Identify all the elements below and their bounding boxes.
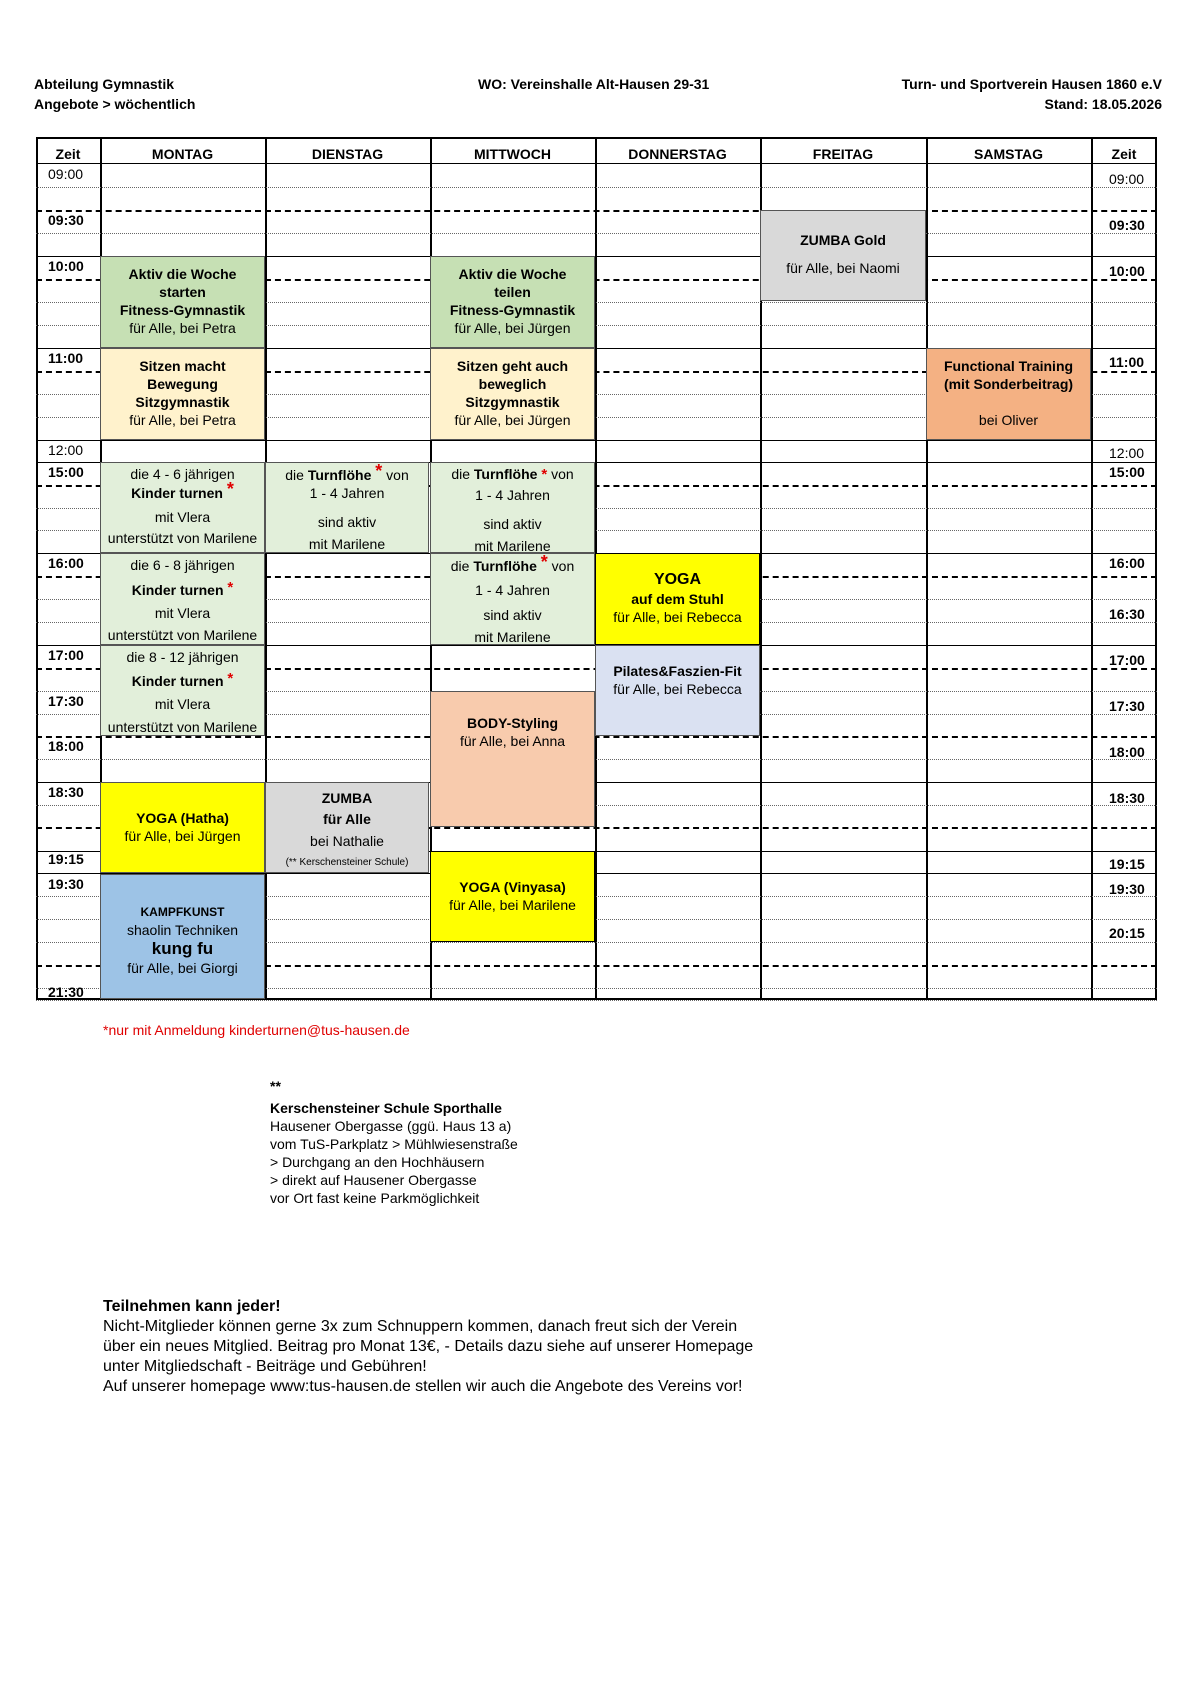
registration-star: * — [227, 670, 234, 687]
course-title: starten — [159, 284, 206, 300]
grid-line-solid — [36, 440, 1157, 441]
course-wednesday-sitzen — [430, 348, 595, 440]
course-subtitle: (mit Sonderbeitrag) — [943, 376, 1074, 392]
course-title-text: Kinder turnen — [131, 673, 224, 689]
course-trainer: mit Vlera — [154, 509, 211, 525]
course-title: Aktiv die Woche — [458, 266, 567, 282]
course-monday-kinder-2 — [100, 553, 265, 645]
course-age: 1 - 4 Jahren — [309, 485, 385, 501]
time-left-1915: 19:15 — [48, 851, 84, 867]
course-desc: sind aktiv — [317, 514, 377, 530]
footer-line: Nicht-Mitglieder können gerne 3x zum Schnuppern kommen, danach freut sich der Verein — [103, 1318, 738, 1335]
course-trainer: für Alle, bei Rebecca — [613, 609, 742, 625]
course-age: 1 - 4 Jahren — [475, 582, 550, 598]
time-left-1830: 18:30 — [48, 784, 84, 800]
school-title: Kerschensteiner Schule Sporthalle — [270, 1100, 502, 1116]
course-type: kung fu — [151, 939, 214, 958]
course-wednesday-turnfloehe-2 — [430, 553, 595, 645]
course-age: die 8 - 12 jährigen — [126, 649, 239, 665]
time-left-1200: 12:00 — [48, 442, 84, 458]
course-title: YOGA (Hatha) — [136, 810, 229, 826]
course-wednesday-aktiv — [430, 256, 595, 348]
registration-star: * — [227, 579, 234, 596]
stand-date: Stand: 18.05.2026 — [1044, 96, 1162, 112]
time-right-1915: 19:15 — [1109, 856, 1145, 872]
time-right-1730: 17:30 — [1109, 698, 1145, 714]
course-title-text: Kinder turnen — [131, 582, 224, 598]
grid-column-divider — [1091, 137, 1093, 1000]
time-left-1600: 16:00 — [48, 555, 84, 571]
course-title — [451, 465, 573, 484]
department-title: Abteilung Gymnastik — [34, 76, 175, 92]
time-left-1500: 15:00 — [48, 464, 84, 480]
course-trainer: für Alle, bei Naomi — [786, 260, 900, 276]
registration-star: * — [540, 553, 548, 572]
course-trainer: mit Marilene — [474, 629, 551, 645]
grid-line-dashed — [36, 210, 1157, 212]
time-right-1700: 17:00 — [1109, 652, 1145, 668]
course-trainer: für Alle, bei Petra — [129, 320, 236, 336]
course-title: Functional Training — [943, 358, 1074, 374]
course-trainer: bei Nathalie — [310, 833, 384, 849]
school-line: Hausener Obergasse (ggü. Haus 13 a) — [270, 1118, 512, 1134]
footer-info — [103, 1297, 753, 1397]
course-subtitle: für Alle — [323, 811, 371, 827]
school-line: vom TuS-Parkplatz > Mühlwiesenstraße — [270, 1136, 518, 1152]
footer-line: Auf unserer homepage www:tus-hausen.de stellen wir auch die Angebote des Vereins vor! — [103, 1378, 743, 1395]
course-title: beweglich — [478, 376, 547, 392]
course-assistant: unterstützt von Marilene — [107, 627, 258, 643]
footer-line: unter Mitgliedschaft - Beiträge und Gebühren! — [103, 1358, 427, 1375]
time-left-1000: 10:00 — [48, 258, 84, 274]
grid-line-dotted — [36, 233, 1157, 234]
course-title-text: Turnflöhe — [307, 467, 372, 483]
course-title-suffix: von — [386, 467, 409, 483]
time-right-1500: 15:00 — [1109, 464, 1145, 480]
time-right-1630: 16:30 — [1109, 606, 1145, 622]
course-trainer: für Alle, bei Anna — [459, 733, 566, 749]
time-right-1830: 18:30 — [1109, 790, 1145, 806]
course-title-text: Turnflöhe — [473, 558, 537, 574]
column-header-time-right: Zeit — [1111, 146, 1137, 162]
time-right-0900: 09:00 — [1109, 171, 1145, 187]
course-title-prefix: die — [450, 558, 470, 574]
grid-line-dashed — [36, 736, 1157, 738]
course-title: Bewegung — [147, 376, 218, 392]
course-monday-kampfkunst — [100, 874, 265, 999]
school-line: > Durchgang an den Hochhäusern — [270, 1154, 485, 1170]
column-header-wednesday: MITTWOCH — [474, 146, 551, 162]
course-age: die 6 - 8 jährigen — [130, 557, 235, 573]
time-right-1600: 16:00 — [1109, 555, 1145, 571]
course-thursday-yoga — [595, 553, 760, 645]
time-right-0930: 09:30 — [1109, 217, 1145, 233]
course-thursday-pilates — [595, 645, 760, 736]
course-title-text: Turnflöhe — [473, 466, 538, 482]
course-type: Sitzgymnastik — [465, 394, 560, 410]
registration-star: * — [375, 462, 383, 481]
course-wednesday-turnfloehe-1 — [430, 462, 595, 553]
course-tuesday-turnfloehe — [265, 462, 429, 553]
course-title: Sitzen geht auch — [456, 358, 569, 374]
column-header-saturday: SAMSTAG — [974, 146, 1043, 162]
page-header-right — [902, 74, 1162, 114]
course-desc: sind aktiv — [483, 607, 542, 623]
grid-line-solid — [36, 163, 1157, 164]
course-subtitle: shaolin Techniken — [126, 922, 239, 938]
time-right-1800: 18:00 — [1109, 744, 1145, 760]
course-title — [285, 462, 409, 484]
column-header-tuesday: DIENSTAG — [311, 146, 384, 162]
time-left-1730: 17:30 — [48, 693, 84, 709]
course-saturday-functional — [926, 348, 1091, 440]
course-trainer: für Alle, bei Rebecca — [613, 681, 742, 697]
course-title: teilen — [494, 284, 531, 300]
page-subtitle: Angebote > wöchentlich — [34, 96, 196, 112]
time-left-1700: 17:00 — [48, 647, 84, 663]
course-trainer: für Alle, bei Marilene — [449, 897, 576, 913]
course-age: die 4 - 6 jährigen — [130, 466, 235, 482]
school-line: vor Ort fast keine Parkmöglichkeit — [270, 1190, 480, 1206]
column-header-friday: FREITAG — [812, 146, 874, 162]
course-age: 1 - 4 Jahren — [475, 487, 550, 503]
course-title-suffix: von — [551, 558, 575, 574]
course-monday-aktiv — [100, 256, 265, 348]
time-left-0900: 09:00 — [48, 166, 84, 182]
footer-title: Teilnehmen kann jeder! — [103, 1298, 281, 1315]
time-left-1930: 19:30 — [48, 876, 84, 892]
school-mark: ** — [270, 1078, 281, 1094]
course-friday-zumba-gold — [760, 210, 926, 301]
school-directions — [270, 1077, 518, 1207]
course-type: Fitness-Gymnastik — [449, 302, 576, 318]
course-title-prefix: die — [285, 467, 304, 483]
course-title: ZUMBA — [321, 790, 373, 806]
course-type: Sitzgymnastik — [135, 394, 230, 410]
course-monday-kinder-3 — [100, 645, 265, 736]
course-trainer: für Alle, bei Jürgen — [454, 320, 571, 336]
course-title — [131, 479, 234, 502]
course-monday-yoga — [100, 782, 265, 873]
club-name: Turn- und Sportverein Hausen 1860 e.V — [901, 76, 1162, 92]
course-trainer: mit Marilene — [308, 536, 386, 552]
course-title-suffix: von — [551, 466, 574, 482]
time-right-1930: 19:30 — [1109, 881, 1145, 897]
course-title: ZUMBA Gold — [800, 232, 886, 248]
time-right-1000: 10:00 — [1109, 263, 1145, 279]
school-line: > direkt auf Hausener Obergasse — [270, 1172, 477, 1188]
course-trainer: mit Marilene — [474, 538, 551, 553]
time-left-1800: 18:00 — [48, 738, 84, 754]
course-trainer: für Alle, bei Giorgi — [127, 960, 238, 976]
grid-line-dotted — [36, 1000, 1157, 1001]
course-trainer: für Alle, bei Petra — [129, 412, 236, 428]
course-title: BODY-Styling — [466, 715, 558, 731]
course-monday-kinder-1 — [100, 462, 265, 553]
course-title: Sitzen macht — [139, 358, 226, 374]
registration-note: *nur mit Anmeldung kinderturnen@tus-hausen.de — [103, 1022, 410, 1038]
time-left-1100: 11:00 — [48, 350, 84, 366]
course-title: Pilates&Faszien-Fit — [613, 663, 742, 679]
course-title: YOGA — [653, 571, 702, 588]
course-assistant: unterstützt von Marilene — [107, 530, 258, 546]
course-title: Aktiv die Woche — [128, 266, 237, 282]
time-right-2015: 20:15 — [1109, 925, 1145, 941]
course-subtitle: auf dem Stuhl — [631, 591, 724, 607]
time-left-0930: 09:30 — [48, 212, 84, 228]
column-header-time-left: Zeit — [55, 146, 81, 162]
time-right-1200: 12:00 — [1109, 445, 1145, 461]
course-title: KAMPFKUNST — [140, 905, 225, 919]
course-tuesday-zumba — [265, 782, 429, 873]
column-header-monday: MONTAG — [151, 146, 214, 162]
course-monday-sitzen — [100, 348, 265, 440]
course-wednesday-yoga — [430, 851, 595, 942]
course-wednesday-body-styling — [430, 691, 595, 827]
timetable — [36, 137, 1157, 1000]
course-desc: sind aktiv — [483, 516, 542, 532]
grid-line-dotted — [36, 759, 1157, 760]
course-assistant: unterstützt von Marilene — [107, 719, 258, 735]
page-header-left — [34, 74, 195, 114]
course-type: Fitness-Gymnastik — [119, 302, 246, 318]
course-title: YOGA (Vinyasa) — [459, 879, 566, 895]
course-trainer: mit Vlera — [154, 605, 211, 621]
location-label: WO: Vereinshalle Alt-Hausen 29-31 — [478, 76, 710, 92]
registration-star: * — [226, 479, 234, 499]
course-title — [132, 581, 234, 600]
column-header-thursday: DONNERSTAG — [628, 146, 727, 162]
footer-line: über ein neues Mitglied. Beitrag pro Monat 13€, - Details dazu siehe auf unserer Homepage — [103, 1338, 754, 1355]
course-trainer: für Alle, bei Jürgen — [124, 828, 241, 844]
course-title — [450, 553, 575, 575]
grid-column-divider — [926, 137, 928, 1000]
course-trainer: mit Vlera — [154, 696, 211, 712]
course-title-text: Kinder turnen — [131, 485, 223, 501]
course-trainer: für Alle, bei Jürgen — [454, 412, 571, 428]
course-trainer: bei Oliver — [978, 412, 1039, 428]
course-title-prefix: die — [451, 466, 471, 482]
time-left-2130: 21:30 — [48, 984, 84, 1000]
registration-star: * — [541, 466, 548, 483]
time-right-1100: 11:00 — [1109, 354, 1145, 370]
grid-line-dotted — [36, 187, 1157, 188]
course-title — [132, 672, 234, 691]
course-location-note: (** Kerschensteiner Schule) — [285, 857, 409, 868]
